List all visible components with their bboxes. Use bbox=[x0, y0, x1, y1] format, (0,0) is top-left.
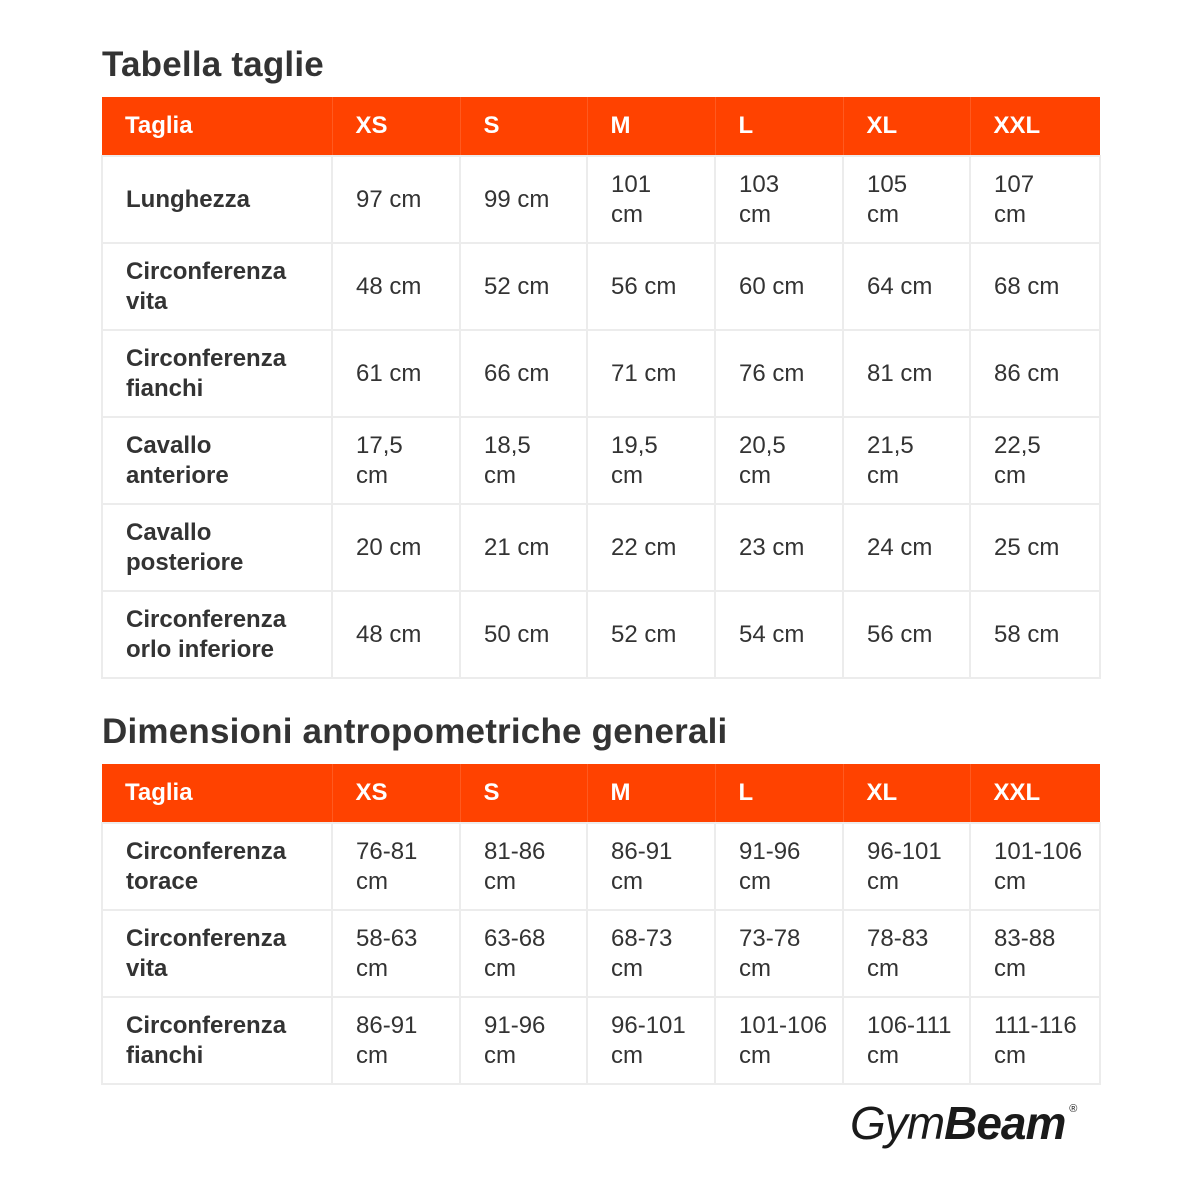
measurement-line: 58-63 bbox=[356, 924, 418, 952]
measurement-cell bbox=[587, 997, 715, 1084]
measurement-cell bbox=[970, 156, 1100, 243]
measurement-line: 21 cm bbox=[484, 533, 550, 561]
measurement-cell bbox=[460, 417, 587, 504]
measurement-line: 86 cm bbox=[994, 359, 1060, 387]
measurement-line: cm bbox=[356, 461, 388, 489]
size-table-title: Tabella taglie bbox=[102, 45, 324, 84]
measurement-cell bbox=[332, 417, 460, 504]
registered-mark: ® bbox=[1069, 1103, 1078, 1115]
measurement-cell bbox=[970, 997, 1100, 1084]
row-label-line: Circonferenza bbox=[126, 605, 287, 633]
measurement-line: 22,5 bbox=[994, 431, 1041, 459]
measurement-line: cm bbox=[867, 200, 899, 228]
measurement-line: 101-106 bbox=[994, 837, 1083, 865]
measurement-line: 86-91 bbox=[611, 837, 673, 865]
anthropometric-table-title: Dimensioni antropometriche generali bbox=[102, 712, 728, 751]
measurement-cell bbox=[715, 243, 843, 330]
row-label-line: Circonferenza bbox=[126, 257, 287, 285]
row-label-line: posteriore bbox=[126, 548, 244, 576]
measurement-line: cm bbox=[484, 461, 516, 489]
measurement-line: 105 bbox=[867, 170, 908, 198]
header-cell-taglia: Taglia bbox=[102, 97, 332, 156]
logo-text-gym: Gym bbox=[850, 1097, 945, 1149]
measurement-line: 111-116 bbox=[994, 1011, 1077, 1039]
measurement-cell bbox=[843, 504, 970, 591]
measurement-cell bbox=[460, 156, 587, 243]
measurement-line: 22 cm bbox=[611, 533, 677, 561]
measurement-line: cm bbox=[867, 867, 899, 895]
measurement-line: 101 bbox=[611, 170, 652, 198]
measurement-line: 99 cm bbox=[484, 185, 550, 213]
measurement-line: 17,5 bbox=[356, 431, 403, 459]
measurement-cell bbox=[715, 591, 843, 678]
measurement-cell bbox=[460, 243, 587, 330]
row-label-line: Circonferenza bbox=[126, 837, 287, 865]
measurement-line: cm bbox=[867, 1041, 899, 1069]
measurement-line: 25 cm bbox=[994, 533, 1060, 561]
header-cell-size: M bbox=[587, 764, 715, 823]
measurement-cell bbox=[587, 330, 715, 417]
measurement-line: cm bbox=[739, 867, 771, 895]
header-cell-size: L bbox=[715, 97, 843, 156]
row-label-line: Cavallo bbox=[126, 431, 212, 459]
measurement-line: cm bbox=[867, 954, 899, 982]
row-label-line: Cavallo bbox=[126, 518, 212, 546]
row-label-line: fianchi bbox=[126, 374, 204, 402]
measurement-cell bbox=[843, 591, 970, 678]
row-label-line: torace bbox=[126, 867, 199, 895]
measurement-cell bbox=[332, 156, 460, 243]
row-label-line: Lunghezza bbox=[126, 185, 250, 213]
row-label bbox=[102, 910, 332, 997]
gymbeam-logo bbox=[850, 1097, 1078, 1149]
table-row bbox=[102, 591, 1100, 678]
measurement-line: cm bbox=[739, 461, 771, 489]
measurement-cell bbox=[970, 243, 1100, 330]
measurement-cell bbox=[970, 504, 1100, 591]
measurement-cell bbox=[970, 823, 1100, 910]
measurement-line: 86-91 bbox=[356, 1011, 418, 1039]
header-cell-size: XS bbox=[332, 97, 460, 156]
measurement-cell bbox=[715, 823, 843, 910]
table-header-row bbox=[102, 764, 1100, 823]
measurement-line: 18,5 bbox=[484, 431, 531, 459]
header-cell-size: XS bbox=[332, 764, 460, 823]
measurement-line: 76-81 bbox=[356, 837, 418, 865]
size-table bbox=[101, 97, 1101, 679]
measurement-line: cm bbox=[994, 200, 1026, 228]
measurement-line: 52 cm bbox=[611, 620, 677, 648]
measurement-line: cm bbox=[484, 1041, 516, 1069]
measurement-cell bbox=[843, 330, 970, 417]
header-cell-size: S bbox=[460, 764, 587, 823]
measurement-line: 20,5 bbox=[739, 431, 786, 459]
measurement-line: 96-101 bbox=[611, 1011, 686, 1039]
row-label-line: anteriore bbox=[126, 461, 229, 489]
measurement-cell bbox=[460, 591, 587, 678]
measurement-line: cm bbox=[739, 200, 771, 228]
measurement-line: 81 cm bbox=[867, 359, 933, 387]
measurement-cell bbox=[970, 591, 1100, 678]
header-cell-size: M bbox=[587, 97, 715, 156]
measurement-line: cm bbox=[611, 954, 643, 982]
row-label-line: Circonferenza bbox=[126, 344, 287, 372]
measurement-line: cm bbox=[739, 954, 771, 982]
table-row bbox=[102, 156, 1100, 243]
measurement-cell bbox=[460, 823, 587, 910]
measurement-line: cm bbox=[867, 461, 899, 489]
measurement-cell bbox=[332, 997, 460, 1084]
measurement-line: 63-68 bbox=[484, 924, 546, 952]
measurement-cell bbox=[715, 156, 843, 243]
measurement-line: 21,5 bbox=[867, 431, 914, 459]
measurement-line: cm bbox=[994, 461, 1026, 489]
measurement-line: 61 cm bbox=[356, 359, 422, 387]
measurement-cell bbox=[715, 417, 843, 504]
header-cell-size: L bbox=[715, 764, 843, 823]
measurement-line: 106-111 bbox=[867, 1011, 952, 1039]
measurement-line: cm bbox=[994, 867, 1026, 895]
measurement-line: cm bbox=[611, 1041, 643, 1069]
measurement-line: cm bbox=[739, 1041, 771, 1069]
measurement-cell bbox=[715, 910, 843, 997]
measurement-line: 83-88 bbox=[994, 924, 1056, 952]
table-row bbox=[102, 330, 1100, 417]
measurement-cell bbox=[843, 910, 970, 997]
measurement-cell bbox=[332, 243, 460, 330]
row-label bbox=[102, 156, 332, 243]
measurement-line: 96-101 bbox=[867, 837, 942, 865]
measurement-cell bbox=[332, 330, 460, 417]
measurement-cell bbox=[587, 156, 715, 243]
table-row bbox=[102, 910, 1100, 997]
row-label bbox=[102, 243, 332, 330]
row-label-line: Circonferenza bbox=[126, 924, 287, 952]
measurement-line: cm bbox=[994, 1041, 1026, 1069]
measurement-line: 66 cm bbox=[484, 359, 550, 387]
measurement-cell bbox=[843, 417, 970, 504]
row-label-line: Circonferenza bbox=[126, 1011, 287, 1039]
measurement-line: 23 cm bbox=[739, 533, 805, 561]
measurement-line: 58 cm bbox=[994, 620, 1060, 648]
table-row bbox=[102, 504, 1100, 591]
measurement-cell bbox=[843, 823, 970, 910]
measurement-cell bbox=[843, 156, 970, 243]
row-label bbox=[102, 417, 332, 504]
measurement-cell bbox=[332, 910, 460, 997]
measurement-cell bbox=[587, 823, 715, 910]
measurement-cell bbox=[715, 504, 843, 591]
table-header-row bbox=[102, 97, 1100, 156]
measurement-cell bbox=[587, 591, 715, 678]
measurement-line: cm bbox=[611, 461, 643, 489]
logo-text-beam: Beam bbox=[944, 1097, 1066, 1149]
measurement-line: 54 cm bbox=[739, 620, 805, 648]
measurement-line: 19,5 bbox=[611, 431, 658, 459]
table-row bbox=[102, 823, 1100, 910]
measurement-line: cm bbox=[611, 867, 643, 895]
row-label bbox=[102, 591, 332, 678]
measurement-line: 24 cm bbox=[867, 533, 933, 561]
header-cell-taglia: Taglia bbox=[102, 764, 332, 823]
row-label bbox=[102, 823, 332, 910]
row-label bbox=[102, 504, 332, 591]
measurement-line: cm bbox=[356, 954, 388, 982]
measurement-line: cm bbox=[356, 867, 388, 895]
header-cell-size: XXL bbox=[970, 97, 1100, 156]
measurement-line: 97 cm bbox=[356, 185, 422, 213]
row-label-line: vita bbox=[126, 287, 168, 315]
measurement-cell bbox=[843, 243, 970, 330]
measurement-cell bbox=[715, 997, 843, 1084]
measurement-line: 71 cm bbox=[611, 359, 677, 387]
header-cell-size: XXL bbox=[970, 764, 1100, 823]
measurement-cell bbox=[332, 823, 460, 910]
measurement-cell bbox=[460, 997, 587, 1084]
measurement-line: cm bbox=[356, 1041, 388, 1069]
measurement-line: cm bbox=[484, 954, 516, 982]
measurement-cell bbox=[460, 330, 587, 417]
measurement-line: 56 cm bbox=[611, 272, 677, 300]
header-cell-size: S bbox=[460, 97, 587, 156]
row-label-line: vita bbox=[126, 954, 168, 982]
measurement-line: 68 cm bbox=[994, 272, 1060, 300]
measurement-line: 48 cm bbox=[356, 272, 422, 300]
measurement-line: 107 bbox=[994, 170, 1035, 198]
measurement-line: 64 cm bbox=[867, 272, 933, 300]
measurement-line: 73-78 bbox=[739, 924, 801, 952]
measurement-line: 68-73 bbox=[611, 924, 673, 952]
table-row bbox=[102, 243, 1100, 330]
row-label bbox=[102, 997, 332, 1084]
measurement-line: 60 cm bbox=[739, 272, 805, 300]
measurement-cell bbox=[970, 910, 1100, 997]
measurement-cell bbox=[587, 504, 715, 591]
anthropometric-table bbox=[101, 764, 1101, 1085]
measurement-line: 56 cm bbox=[867, 620, 933, 648]
measurement-cell bbox=[587, 910, 715, 997]
measurement-cell bbox=[460, 504, 587, 591]
measurement-line: 20 cm bbox=[356, 533, 422, 561]
measurement-cell bbox=[587, 243, 715, 330]
header-cell-size: XL bbox=[843, 764, 970, 823]
table-row bbox=[102, 997, 1100, 1084]
measurement-cell bbox=[332, 504, 460, 591]
measurement-line: 91-96 bbox=[484, 1011, 546, 1039]
measurement-line: 48 cm bbox=[356, 620, 422, 648]
table-row bbox=[102, 417, 1100, 504]
measurement-line: 91-96 bbox=[739, 837, 801, 865]
measurement-line: 50 cm bbox=[484, 620, 550, 648]
row-label-line: fianchi bbox=[126, 1041, 204, 1069]
measurement-line: 81-86 bbox=[484, 837, 546, 865]
measurement-cell bbox=[970, 330, 1100, 417]
header-cell-size: XL bbox=[843, 97, 970, 156]
measurement-line: 103 bbox=[739, 170, 780, 198]
measurement-cell bbox=[970, 417, 1100, 504]
measurement-line: 76 cm bbox=[739, 359, 805, 387]
measurement-cell bbox=[332, 591, 460, 678]
measurement-cell bbox=[460, 910, 587, 997]
measurement-cell bbox=[587, 417, 715, 504]
measurement-line: cm bbox=[611, 200, 643, 228]
measurement-cell bbox=[715, 330, 843, 417]
measurement-line: 78-83 bbox=[867, 924, 929, 952]
measurement-line: cm bbox=[994, 954, 1026, 982]
measurement-line: 101-106 bbox=[739, 1011, 828, 1039]
row-label bbox=[102, 330, 332, 417]
row-label-line: orlo inferiore bbox=[126, 635, 275, 663]
measurement-cell bbox=[843, 997, 970, 1084]
measurement-line: 52 cm bbox=[484, 272, 550, 300]
measurement-line: cm bbox=[484, 867, 516, 895]
